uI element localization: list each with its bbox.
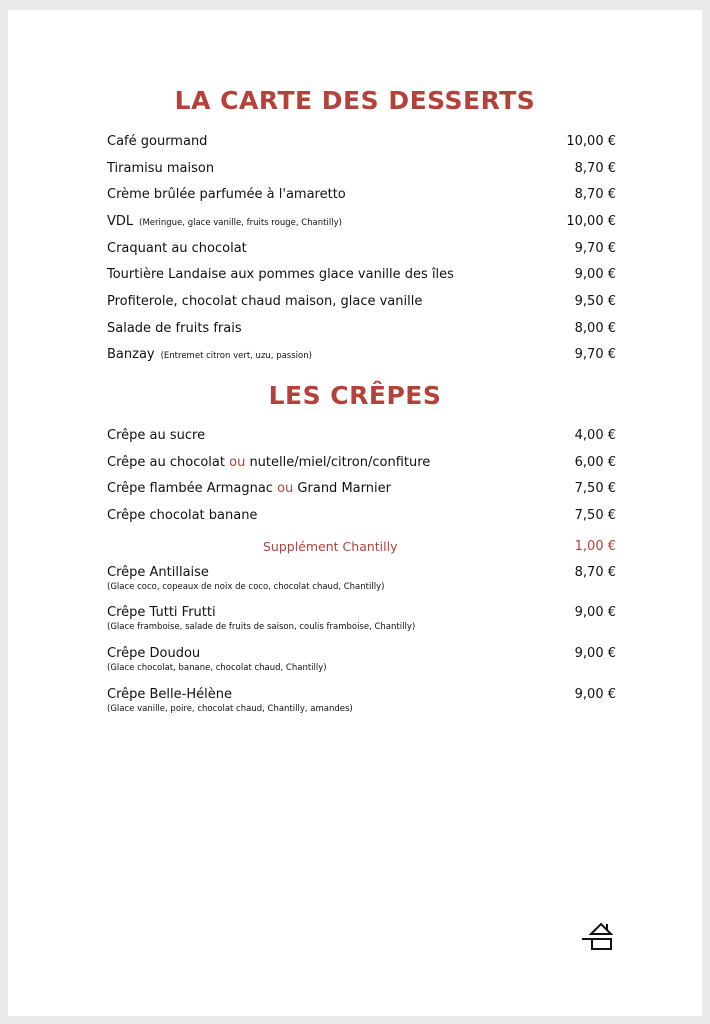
item-name: Crème brûlée parfumée à l'amaretto — [107, 187, 346, 202]
menu-item — [107, 267, 616, 287]
supplement-label: Supplément Chantilly — [263, 539, 398, 554]
item-price: 9,00 € — [574, 605, 616, 620]
item-price: 6,00 € — [574, 455, 616, 470]
item-description: (Entremet citron vert, uzu, passion) — [160, 351, 312, 361]
or-word: ou — [229, 455, 246, 470]
menu-item — [107, 214, 616, 234]
menu-item — [107, 187, 616, 207]
menu-item — [107, 455, 616, 475]
item-name: Crêpe chocolat banane — [107, 508, 258, 523]
item-description: (Glace vanille, poire, chocolat chaud, Chantilly, amandes) — [107, 704, 353, 714]
item-price: 9,70 € — [574, 241, 616, 256]
item-price: 10,00 € — [566, 214, 616, 229]
item-price: 9,50 € — [574, 294, 616, 309]
item-name: Crêpe flambée Armagnac — [107, 481, 278, 496]
item-description: (Glace coco, copeaux de noix de coco, chocolat chaud, Chantilly) — [107, 582, 385, 592]
item-name-alt: nutelle/miel/citron/confiture — [245, 455, 431, 470]
menu-item — [107, 605, 616, 632]
item-name: VDL — [107, 214, 134, 229]
supplement-price: 1,00 € — [574, 539, 616, 554]
item-name: Tourtière Landaise aux pommes glace vanille des îles — [107, 267, 454, 282]
item-price: 8,00 € — [574, 321, 616, 336]
or-word: ou — [277, 481, 294, 496]
item-name: Tiramisu maison — [107, 161, 215, 176]
crepes-title: LES CRÊPES — [268, 381, 442, 410]
item-price: 4,00 € — [574, 428, 616, 443]
menu-item — [107, 428, 616, 448]
menu-item — [107, 321, 616, 341]
item-price: 10,00 € — [566, 134, 616, 149]
item-name: Crêpe Tutti Frutti — [107, 605, 216, 620]
menu-item — [107, 294, 616, 314]
supplement-row — [107, 539, 616, 559]
item-name: Crêpe Doudou — [107, 646, 201, 661]
item-name: Banzay — [107, 347, 155, 362]
menu-item — [107, 646, 616, 673]
item-name: Crêpe au chocolat — [107, 455, 230, 470]
item-price: 8,70 € — [574, 187, 616, 202]
item-name: Profiterole, chocolat chaud maison, glace vanille — [107, 294, 423, 309]
item-price: 8,70 € — [574, 565, 616, 580]
menu-item — [107, 687, 616, 714]
item-price: 9,00 € — [574, 687, 616, 702]
item-name: Salade de fruits frais — [107, 321, 242, 336]
menu-item — [107, 134, 616, 154]
item-price: 8,70 € — [574, 161, 616, 176]
item-description: (Glace framboise, salade de fruits de saison, coulis framboise, Chantilly) — [107, 622, 416, 632]
item-price: 9,00 € — [574, 646, 616, 661]
item-price: 9,70 € — [574, 347, 616, 362]
item-name-alt: Grand Marnier — [293, 481, 391, 496]
item-name: Crêpe Belle-Hélène — [107, 687, 232, 702]
menu-item — [107, 161, 616, 181]
item-price: 7,50 € — [574, 508, 616, 523]
fait-maison-house-icon — [580, 920, 616, 952]
desserts-title: LA CARTE DES DESSERTS — [174, 86, 536, 115]
item-name: Crêpe Antillaise — [107, 565, 209, 580]
item-price: 7,50 € — [574, 481, 616, 496]
item-name: Crêpe au sucre — [107, 428, 206, 443]
item-name: Café gourmand — [107, 134, 208, 149]
item-price: 9,00 € — [574, 267, 616, 282]
item-description: (Glace chocolat, banane, chocolat chaud, Chantilly) — [107, 663, 327, 673]
item-name: Craquant au chocolat — [107, 241, 247, 256]
menu-item — [107, 508, 616, 528]
menu-item — [107, 241, 616, 261]
menu-item — [107, 347, 616, 367]
menu-item — [107, 565, 616, 592]
item-description: (Meringue, glace vanille, fruits rouge, Chantilly) — [139, 218, 342, 228]
menu-item — [107, 481, 616, 501]
